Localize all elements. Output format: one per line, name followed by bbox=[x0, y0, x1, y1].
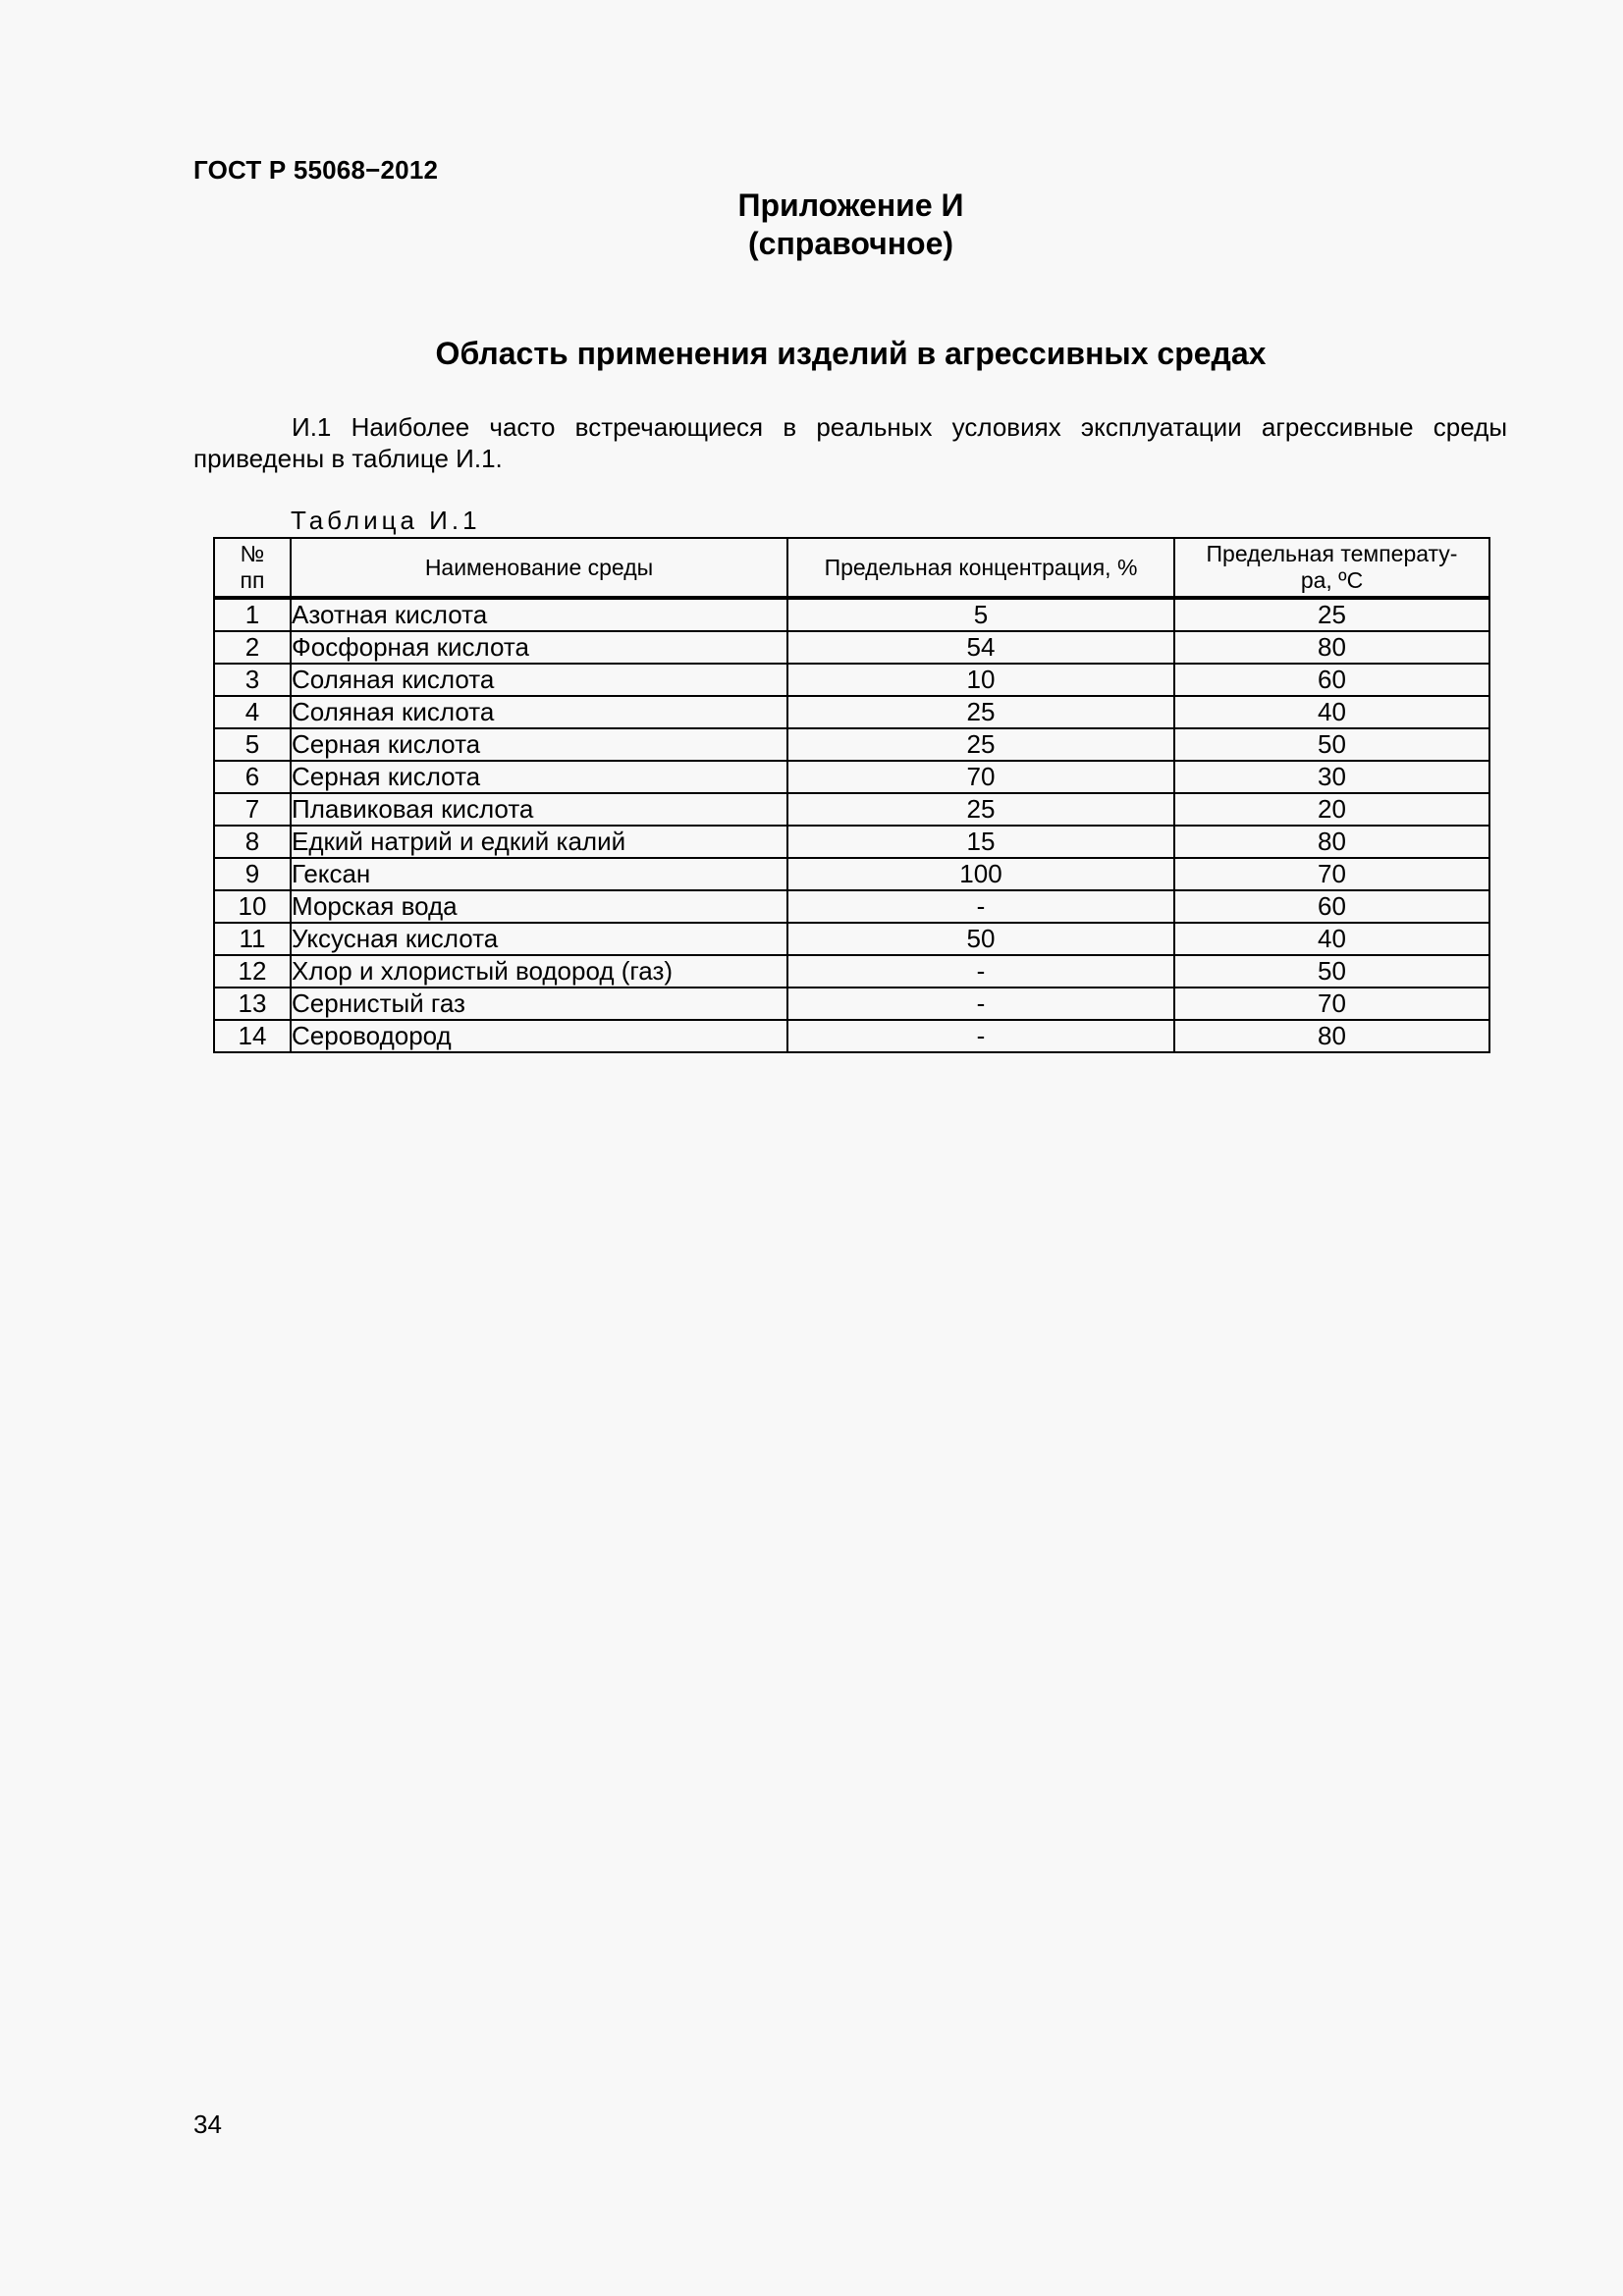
cell-name: Сероводород bbox=[291, 1020, 787, 1052]
cell-name: Соляная кислота bbox=[291, 696, 787, 728]
cell-temperature: 70 bbox=[1174, 858, 1489, 890]
appendix-heading bbox=[0, 187, 1623, 263]
cell-name: Фосфорная кислота bbox=[291, 631, 787, 664]
cell-temperature: 70 bbox=[1174, 988, 1489, 1020]
table-row bbox=[214, 890, 1489, 923]
cell-temperature: 60 bbox=[1174, 890, 1489, 923]
cell-name: Серная кислота bbox=[291, 728, 787, 761]
table-row bbox=[214, 598, 1489, 631]
cell-temperature: 80 bbox=[1174, 826, 1489, 858]
cell-temperature: 20 bbox=[1174, 793, 1489, 826]
cell-num: 4 bbox=[214, 696, 291, 728]
cell-concentration: - bbox=[787, 1020, 1174, 1052]
cell-num: 3 bbox=[214, 664, 291, 696]
page-number: 34 bbox=[193, 2109, 222, 2139]
cell-name: Серная кислота bbox=[291, 761, 787, 793]
cell-num: 7 bbox=[214, 793, 291, 826]
table-row bbox=[214, 826, 1489, 858]
cell-name: Сернистый газ bbox=[291, 988, 787, 1020]
cell-num: 10 bbox=[214, 890, 291, 923]
header-name: Наименование среды bbox=[291, 538, 787, 598]
cell-name: Уксусная кислота bbox=[291, 923, 787, 955]
table-row bbox=[214, 761, 1489, 793]
cell-num: 14 bbox=[214, 1020, 291, 1052]
cell-name: Гексан bbox=[291, 858, 787, 890]
cell-num: 2 bbox=[214, 631, 291, 664]
cell-concentration: 25 bbox=[787, 696, 1174, 728]
cell-temperature: 40 bbox=[1174, 696, 1489, 728]
cell-name: Хлор и хлористый водород (газ) bbox=[291, 955, 787, 988]
cell-concentration: 25 bbox=[787, 793, 1174, 826]
table-row bbox=[214, 955, 1489, 988]
table-row bbox=[214, 793, 1489, 826]
table-row bbox=[214, 1020, 1489, 1052]
cell-concentration: - bbox=[787, 988, 1174, 1020]
cell-name: Морская вода bbox=[291, 890, 787, 923]
cell-num: 9 bbox=[214, 858, 291, 890]
table-row bbox=[214, 728, 1489, 761]
header-temperature bbox=[1174, 538, 1489, 598]
cell-temperature: 50 bbox=[1174, 955, 1489, 988]
cell-concentration: 100 bbox=[787, 858, 1174, 890]
table-caption: Таблица И.1 bbox=[291, 506, 481, 535]
cell-num: 5 bbox=[214, 728, 291, 761]
cell-temperature: 25 bbox=[1174, 598, 1489, 631]
header-num bbox=[214, 538, 291, 598]
cell-temperature: 50 bbox=[1174, 728, 1489, 761]
cell-num: 6 bbox=[214, 761, 291, 793]
cell-temperature: 80 bbox=[1174, 1020, 1489, 1052]
section-title: Область применения изделий в агрессивных средах bbox=[435, 336, 1267, 371]
cell-temperature: 80 bbox=[1174, 631, 1489, 664]
cell-name: Азотная кислота bbox=[291, 598, 787, 631]
cell-num: 8 bbox=[214, 826, 291, 858]
header-concentration: Предельная концентрация, % bbox=[787, 538, 1174, 598]
table-row bbox=[214, 664, 1489, 696]
cell-temperature: 60 bbox=[1174, 664, 1489, 696]
cell-name: Соляная кислота bbox=[291, 664, 787, 696]
table-row bbox=[214, 923, 1489, 955]
table-row bbox=[214, 631, 1489, 664]
cell-concentration: 5 bbox=[787, 598, 1174, 631]
cell-concentration: 15 bbox=[787, 826, 1174, 858]
header-num-line1: № bbox=[240, 541, 265, 566]
table-row bbox=[214, 988, 1489, 1020]
cell-concentration: 25 bbox=[787, 728, 1174, 761]
cell-concentration: 70 bbox=[787, 761, 1174, 793]
cell-num: 12 bbox=[214, 955, 291, 988]
cell-temperature: 30 bbox=[1174, 761, 1489, 793]
aggressive-media-table bbox=[213, 537, 1490, 1053]
header-temperature-line1: Предельная температу- bbox=[1206, 541, 1458, 566]
cell-temperature: 40 bbox=[1174, 923, 1489, 955]
table-row bbox=[214, 696, 1489, 728]
cell-concentration: 54 bbox=[787, 631, 1174, 664]
cell-concentration: 10 bbox=[787, 664, 1174, 696]
cell-concentration: 50 bbox=[787, 923, 1174, 955]
table-header-row bbox=[214, 538, 1489, 598]
appendix-title: Приложение И bbox=[737, 187, 964, 223]
table-row bbox=[214, 858, 1489, 890]
appendix-type: (справочное) bbox=[747, 226, 954, 261]
intro-paragraph: И.1 Наиболее часто встречающиеся в реальных условиях эксплуатации агрессивные среды приведены в таблице И.1. bbox=[193, 412, 1507, 473]
cell-num: 1 bbox=[214, 598, 291, 631]
cell-num: 13 bbox=[214, 988, 291, 1020]
header-num-line2: пп bbox=[240, 567, 265, 593]
cell-num: 11 bbox=[214, 923, 291, 955]
header-temperature-line2: ра, ºС bbox=[1300, 567, 1364, 593]
cell-name: Плавиковая кислота bbox=[291, 793, 787, 826]
cell-concentration: - bbox=[787, 955, 1174, 988]
cell-concentration: - bbox=[787, 890, 1174, 923]
document-code: ГОСТ Р 55068−2012 bbox=[193, 155, 439, 185]
cell-name: Едкий натрий и едкий калий bbox=[291, 826, 787, 858]
